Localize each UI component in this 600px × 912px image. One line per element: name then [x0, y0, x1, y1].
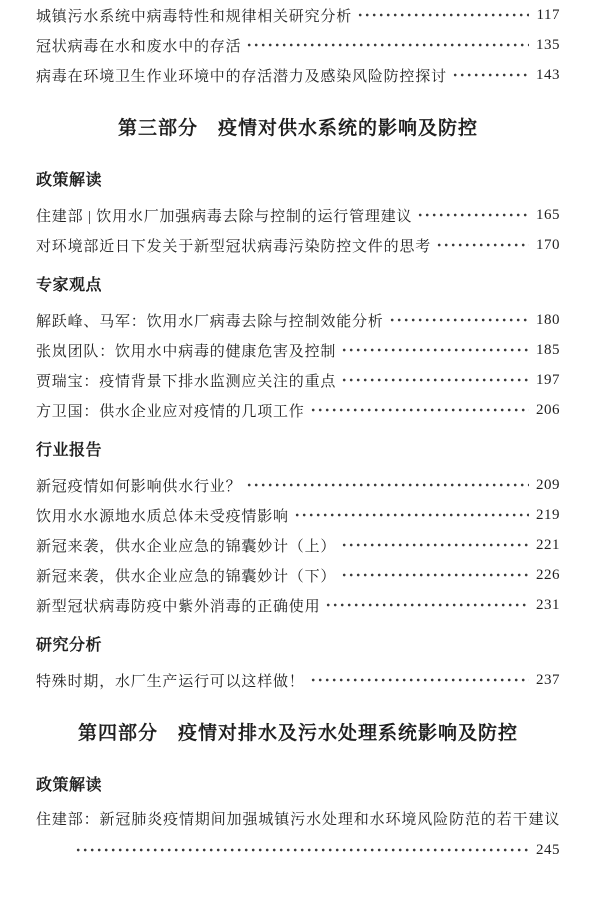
toc-entry	[36, 530, 560, 560]
toc-entry-title-wrapped: 住建部：新冠肺炎疫情期间加强城镇污水处理和水环境风险防范的若干建议	[36, 812, 560, 828]
toc-entry-title: 新型冠状病毒防疫中紫外消毒的正确使用	[36, 598, 321, 615]
dot-leader	[437, 238, 529, 252]
toc-entry-title: 特殊时期，水厂生产运行可以这样做！	[36, 673, 305, 690]
group-label-policy-2: 政策解读	[36, 777, 103, 794]
toc-entry-page: 221	[536, 536, 560, 553]
toc-entry	[36, 305, 560, 335]
dot-leader	[311, 403, 529, 417]
toc-entry-title: 新冠疫情如何影响供水行业？	[36, 478, 242, 495]
part4-heading: 第四部分 疫情对排水及污水处理系统影响及防控	[77, 723, 518, 744]
toc-entry-page: 245	[536, 841, 560, 858]
dot-leader	[453, 68, 529, 82]
toc-entry-page: 143	[536, 66, 560, 83]
dot-leader	[247, 478, 529, 492]
toc-entry-page: 117	[536, 6, 560, 23]
toc-entry-page: 206	[536, 401, 560, 418]
toc-entry-continuation	[36, 835, 560, 865]
group-label-research: 研究分析	[36, 637, 103, 654]
dot-leader	[418, 208, 529, 222]
toc-entry	[36, 365, 560, 395]
dot-leader	[326, 598, 529, 612]
toc-entry-page: 170	[536, 236, 560, 253]
toc-entry-title: 贾瑞宝：疫情背景下排水监测应关注的重点	[36, 373, 337, 390]
dot-leader	[295, 508, 529, 522]
toc-entry-title: 张岚团队：饮用水中病毒的健康危害及控制	[36, 343, 337, 360]
toc-entry-page: 197	[536, 371, 560, 388]
dot-leader	[247, 38, 529, 52]
toc-entry-page: 226	[536, 566, 560, 583]
toc-entry	[36, 590, 560, 620]
toc-entry-page: 209	[536, 476, 560, 493]
toc-entry	[36, 0, 560, 30]
toc-entry	[36, 560, 560, 590]
toc-entry-title: 解跃峰、马军：饮用水厂病毒去除与控制效能分析	[36, 313, 384, 330]
toc-entry-title: 冠状病毒在水和废水中的存活	[36, 38, 242, 55]
dot-leader	[342, 568, 529, 582]
toc-entry	[36, 470, 560, 500]
dot-leader	[342, 373, 529, 387]
group-label-industry: 行业报告	[36, 442, 103, 459]
toc-entry-title: 新冠来袭，供水企业应急的锦囊妙计（下）	[36, 568, 337, 585]
dot-leader	[358, 8, 529, 22]
toc-entry-page: 219	[536, 506, 560, 523]
toc-entry-page: 135	[536, 36, 560, 53]
toc-entry	[36, 335, 560, 365]
dot-leader	[342, 343, 529, 357]
toc-entry-title: 城镇污水系统中病毒特性和规律相关研究分析	[36, 8, 353, 25]
dot-leader	[390, 313, 529, 327]
group-label-policy: 政策解读	[36, 172, 103, 189]
toc-entry	[36, 395, 560, 425]
dot-leader	[342, 538, 529, 552]
toc-entry-title: 新冠来袭，供水企业应急的锦囊妙计（上）	[36, 538, 337, 555]
toc-entry	[36, 60, 560, 90]
toc-entry-title: 方卫国：供水企业应对疫情的几项工作	[36, 403, 305, 420]
toc-entry-page: 165	[536, 206, 560, 223]
toc-entry-page: 237	[536, 671, 560, 688]
part3-heading: 第三部分 疫情对供水系统的影响及防控	[117, 118, 478, 139]
toc-entry	[36, 665, 560, 695]
toc-entry-page: 180	[536, 311, 560, 328]
toc-entry	[36, 200, 560, 230]
toc-entry-page: 231	[536, 596, 560, 613]
dot-leader	[76, 843, 529, 857]
toc-entry-page: 185	[536, 341, 560, 358]
toc-entry	[36, 230, 560, 260]
toc-entry-title: 病毒在环境卫生作业环境中的存活潜力及感染风险防控探讨	[36, 68, 447, 85]
toc-entry	[36, 500, 560, 530]
toc-entry-title: 饮用水水源地水质总体未受疫情影响	[36, 508, 289, 525]
toc-entry-title: 对环境部近日下发关于新型冠状病毒污染防控文件的思考	[36, 238, 432, 255]
toc-entry	[36, 30, 560, 60]
dot-leader	[311, 673, 529, 687]
toc-entry-title: 住建部 | 饮用水厂加强病毒去除与控制的运行管理建议	[36, 208, 413, 225]
group-label-experts: 专家观点	[36, 277, 103, 294]
